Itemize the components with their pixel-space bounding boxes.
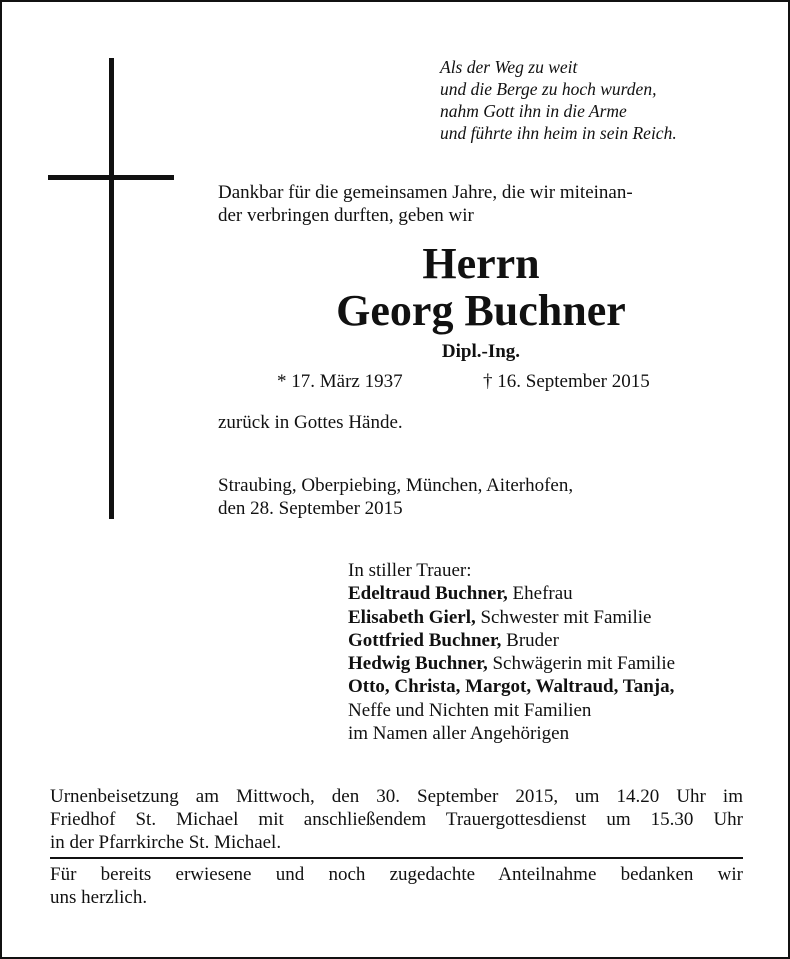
funeral-line: Urnenbeisetzung am Mittwoch, den 30. September 2015, um 14.20 Uhr im xyxy=(50,786,743,807)
salutation: Herrn xyxy=(422,239,540,288)
mourner-name: Elisabeth Gierl, xyxy=(348,606,476,628)
thanks-line: Für bereits erwiesene und noch zugedachte Anteilnahme bedanken wir xyxy=(50,864,743,885)
list-item xyxy=(348,652,675,675)
motto-line: und führte ihn heim in sein Reich. xyxy=(440,123,677,143)
thanks-notice xyxy=(50,863,743,909)
funeral-line: Friedhof St. Michael mit anschließendem Trauergottesdienst um 15.30 Uhr xyxy=(50,809,743,830)
cross-horizontal-bar xyxy=(48,175,174,180)
thanks-line: uns herzlich. xyxy=(50,887,148,908)
mourner-relation: Schwägerin mit Familie xyxy=(487,653,676,675)
list-item xyxy=(348,629,675,652)
mourner-name: Hedwig Buchner, xyxy=(348,653,488,675)
returned-text: zurück in Gottes Hände. xyxy=(218,412,403,433)
divider xyxy=(50,857,743,859)
mourners-heading: In stiller Trauer: xyxy=(348,560,472,581)
mourner-relation: Ehefrau xyxy=(507,583,573,605)
death-date: † 16. September 2015 xyxy=(483,371,650,392)
mourner-name: Otto, Christa, Margot, Waltraud, Tanja, xyxy=(348,676,675,698)
academic-title: Dipl.-Ing. xyxy=(441,341,521,362)
funeral-line: in der Pfarrkirche St. Michael. xyxy=(50,832,282,853)
cross-vertical-bar xyxy=(109,58,114,519)
birth-date: * 17. März 1937 xyxy=(277,371,403,392)
intro-line: der verbringen durften, geben wir xyxy=(218,205,474,226)
list-item xyxy=(348,582,675,605)
mourner-relation: Bruder xyxy=(501,629,559,651)
intro-text xyxy=(218,181,633,227)
mourner-relation: Schwester mit Familie xyxy=(475,606,652,628)
list-item xyxy=(348,675,675,698)
motto-line: nahm Gott ihn in die Arme xyxy=(440,101,627,121)
funeral-notice xyxy=(50,785,743,854)
deceased-name: Georg Buchner xyxy=(336,286,626,335)
intro-line: Dankbar für die gemeinsamen Jahre, die wir miteinan- xyxy=(218,182,633,203)
date-line: den 28. September 2015 xyxy=(218,498,403,519)
nephews-line: Neffe und Nichten mit Familien xyxy=(348,699,592,721)
place-date xyxy=(218,474,573,520)
mourners-list xyxy=(348,559,675,745)
motto-line: Als der Weg zu weit xyxy=(440,57,578,77)
motto-line: und die Berge zu hoch wurden, xyxy=(440,79,657,99)
list-item xyxy=(348,606,675,629)
place-line: Straubing, Oberpiebing, München, Aiterhofen, xyxy=(218,475,574,496)
mourner-name: Gottfried Buchner, xyxy=(348,629,502,651)
mourner-name: Edeltraud Buchner, xyxy=(348,583,508,605)
relatives-line: im Namen aller Angehörigen xyxy=(348,723,570,745)
motto-verse xyxy=(440,56,677,144)
